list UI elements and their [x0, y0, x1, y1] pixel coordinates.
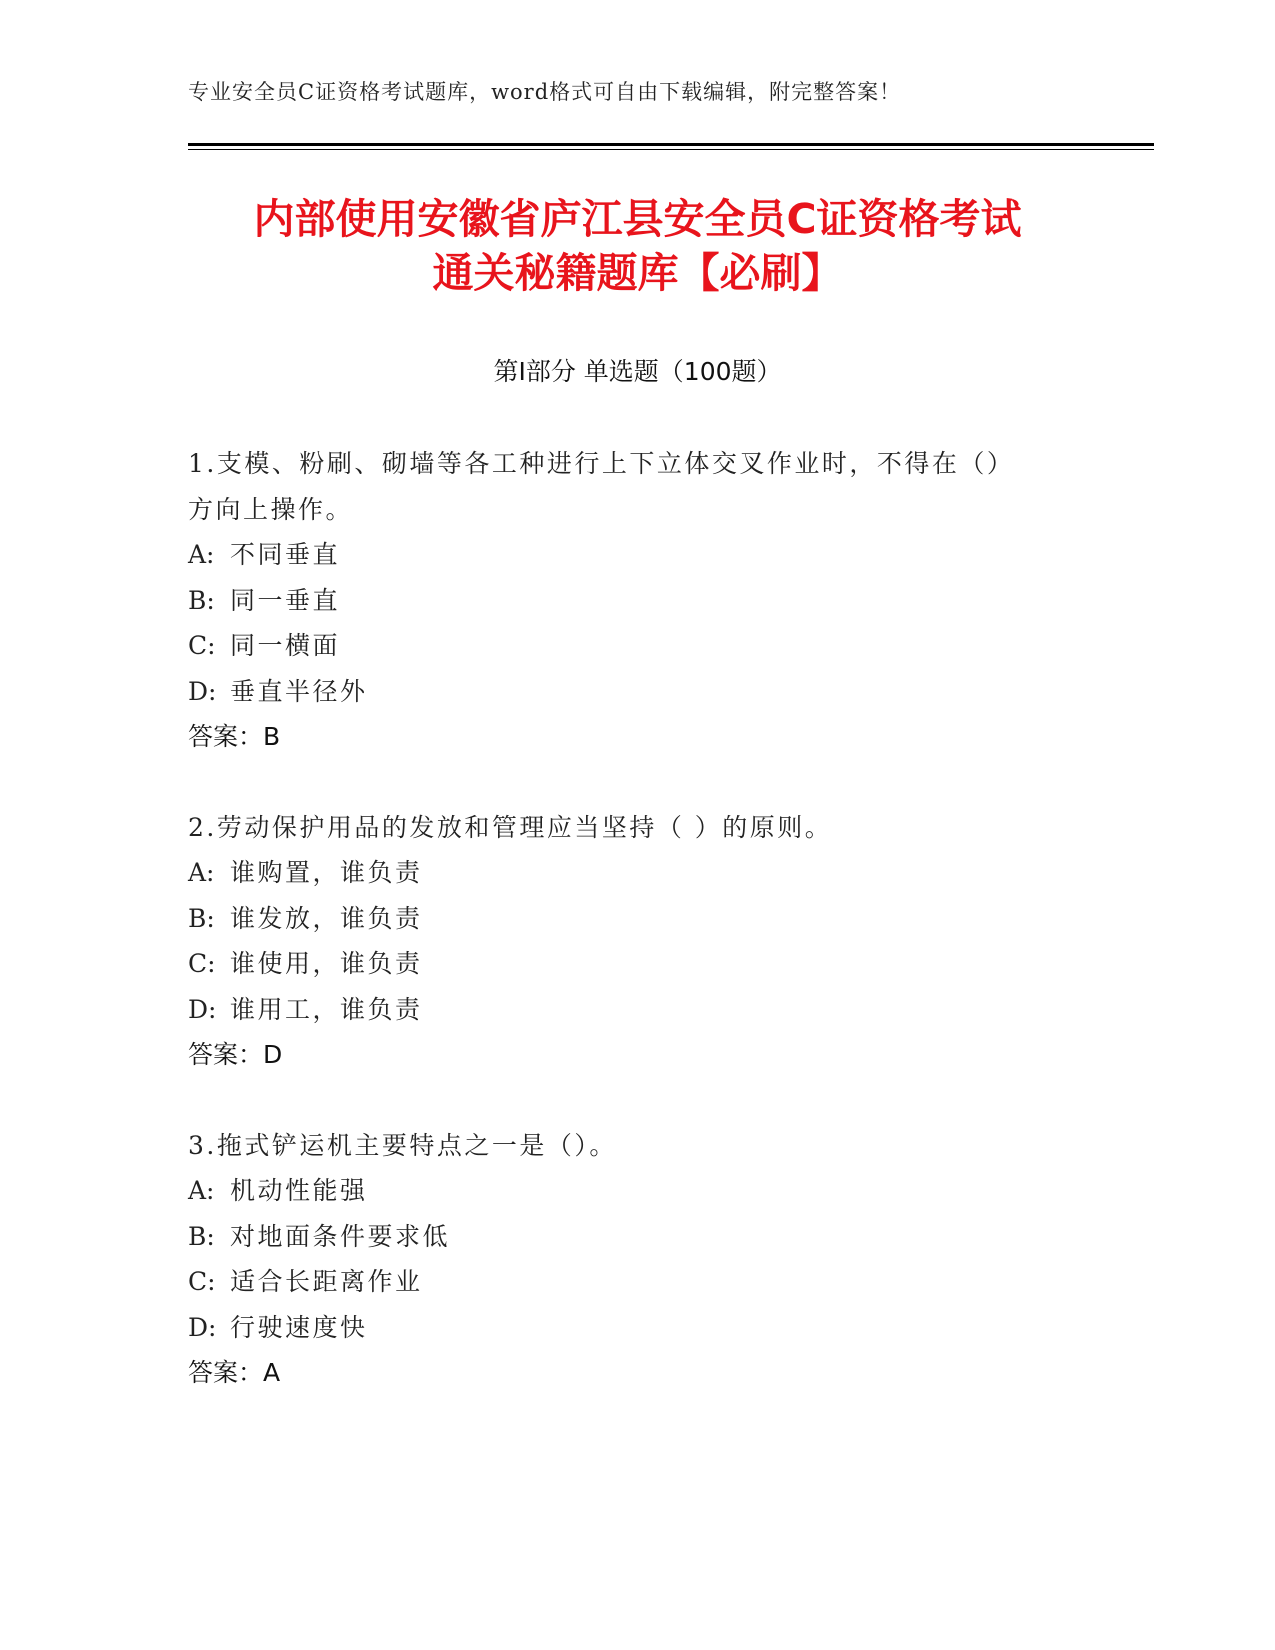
header-rule-thick — [188, 143, 1154, 146]
option-letter: B: — [188, 1221, 215, 1251]
question-text-continued: 方向上操作。 — [188, 494, 354, 524]
option-text: 行驶速度快 — [230, 1312, 368, 1342]
question-2 — [188, 805, 1068, 1078]
option-c — [188, 1259, 1068, 1305]
title-line-2: 通关秘籍题库【必刷】 — [432, 249, 843, 297]
option-letter: C: — [188, 949, 216, 978]
option-letter: B: — [188, 903, 215, 933]
option-b — [188, 1214, 1068, 1260]
option-text: 不同垂直 — [230, 540, 341, 569]
question-text: 2.劳动保护用品的发放和管理应当坚持（ ）的原则。 — [188, 812, 833, 842]
document-title — [150, 192, 1125, 300]
option-text: 同一垂直 — [230, 585, 341, 615]
option-letter: C: — [188, 631, 216, 660]
question-text: 3.拖式铲运机主要特点之一是（）。 — [188, 1130, 617, 1160]
option-letter: D: — [188, 994, 217, 1024]
option-b — [188, 896, 1068, 942]
header-note: 专业安全员C证资格考试题库，word格式可自由下载编辑，附完整答案！ — [188, 80, 902, 104]
option-text: 谁用工，谁负责 — [230, 994, 423, 1024]
option-c — [188, 623, 1068, 669]
question-list — [188, 441, 1068, 1441]
option-d — [188, 987, 1068, 1033]
option-letter: B: — [188, 585, 215, 615]
option-letter: A: — [188, 1176, 215, 1205]
question-3 — [188, 1123, 1068, 1396]
option-text: 谁发放，谁负责 — [230, 903, 423, 933]
option-text: 适合长距离作业 — [230, 1267, 423, 1296]
answer-line: 答案：B — [188, 722, 281, 751]
option-a — [188, 532, 1068, 578]
option-text: 谁购置，谁负责 — [230, 858, 423, 887]
answer-line: 答案：D — [188, 1040, 283, 1069]
answer-line: 答案：A — [188, 1358, 281, 1387]
option-letter: A: — [188, 540, 215, 569]
option-a — [188, 1168, 1068, 1214]
option-d — [188, 669, 1068, 715]
option-letter: D: — [188, 676, 217, 706]
option-d — [188, 1305, 1068, 1351]
option-text: 谁使用，谁负责 — [230, 949, 423, 978]
question-text: 1.支模、粉刷、砌墙等各工种进行上下立体交叉作业时，不得在（） — [188, 449, 1015, 478]
option-text: 机动性能强 — [230, 1176, 368, 1205]
option-text: 垂直半径外 — [230, 676, 368, 706]
option-letter: A: — [188, 858, 215, 887]
option-text: 对地面条件要求低 — [230, 1221, 451, 1251]
option-b — [188, 578, 1068, 624]
header-rule-thin — [188, 149, 1154, 150]
option-letter: C: — [188, 1267, 216, 1296]
option-a — [188, 850, 1068, 896]
option-c — [188, 941, 1068, 987]
title-line-1: 内部使用安徽省庐江县安全员C证资格考试 — [253, 195, 1022, 243]
option-letter: D: — [188, 1312, 217, 1342]
section-heading: 第Ⅰ部分 单选题（100题） — [493, 357, 782, 386]
question-1 — [188, 441, 1068, 760]
option-text: 同一横面 — [230, 631, 341, 660]
